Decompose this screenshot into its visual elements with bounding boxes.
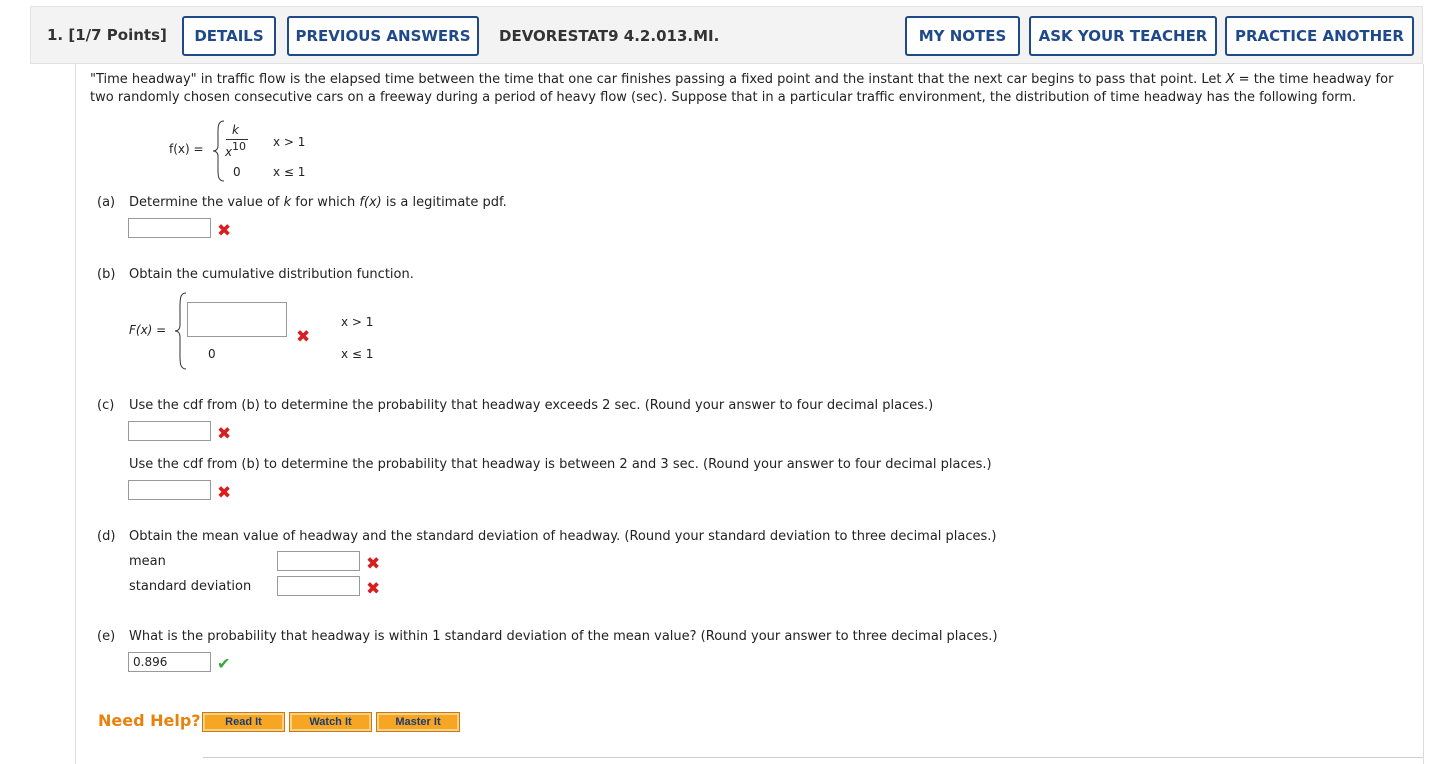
previous-answers-button[interactable]: PREVIOUS ANSWERS	[287, 16, 479, 56]
read-it-button[interactable]: Read It	[202, 712, 285, 732]
mean-input[interactable]	[277, 551, 360, 571]
part-d-question: Obtain the mean value of headway and the standard deviation of headway. (Round your standard deviation to three decimal places.)	[129, 529, 997, 544]
part-e-question: What is the probability that headway is within 1 standard deviation of the mean value? (Round your answer to three decimal places.)	[129, 629, 998, 644]
details-button[interactable]: DETAILS	[182, 16, 276, 56]
part-c-answer-1-input[interactable]	[128, 421, 211, 441]
pdf-lhs: f(x) =	[169, 142, 204, 156]
cdf-zero: 0	[208, 347, 216, 361]
pdf-brace	[212, 120, 226, 182]
part-a-question: Determine the value of k for which f(x) is a legitimate pdf.	[129, 195, 507, 210]
incorrect-icon: ✖	[366, 579, 381, 599]
mean-label: mean	[129, 554, 166, 569]
part-b-question: Obtain the cumulative distribution function.	[129, 267, 414, 282]
question-id: DEVORESTAT9 4.2.013.MI.	[499, 27, 720, 45]
part-b-label: (b)	[97, 267, 116, 282]
watch-it-button[interactable]: Watch It	[289, 712, 372, 732]
cdf-condition-le: x ≤ 1	[341, 347, 374, 361]
incorrect-icon: ✖	[217, 221, 232, 241]
question-number: 1. [1/7 Points]	[47, 26, 167, 44]
part-a-answer-input[interactable]	[128, 218, 211, 238]
incorrect-icon: ✖	[217, 424, 232, 444]
cdf-lhs: F(x) =	[129, 323, 167, 337]
standard-deviation-label: standard deviation	[129, 579, 252, 594]
need-help-label: Need Help?	[98, 711, 201, 730]
cdf-brace	[174, 292, 188, 370]
pdf-denominator-exponent: 10	[232, 140, 246, 153]
practice-another-button[interactable]: PRACTICE ANOTHER	[1225, 16, 1414, 56]
part-c-label: (c)	[97, 398, 115, 413]
question-header	[30, 6, 1423, 64]
correct-check-icon: ✔	[217, 654, 231, 673]
part-b-cdf-input[interactable]	[187, 302, 287, 337]
incorrect-icon: ✖	[366, 554, 381, 574]
pdf-condition-gt: x > 1	[273, 135, 306, 149]
part-d-label: (d)	[97, 529, 116, 544]
part-a-label: (a)	[97, 195, 116, 210]
pdf-numerator: k	[232, 123, 239, 137]
ask-teacher-button[interactable]: ASK YOUR TEACHER	[1029, 16, 1217, 56]
part-c-answer-2-input[interactable]	[128, 480, 211, 500]
part-c-question-2: Use the cdf from (b) to determine the probability that headway is between 2 and 3 sec. (Round your answer to four decimal places.)	[129, 457, 992, 472]
incorrect-icon: ✖	[217, 483, 232, 503]
standard-deviation-input[interactable]	[277, 576, 360, 596]
part-e-label: (e)	[97, 629, 116, 644]
my-notes-button[interactable]: MY NOTES	[905, 16, 1020, 56]
question-intro: "Time headway" in traffic flow is the elapsed time between the time that one car finishes passing a fixed point and the instant that the next car begins to pass that point. Let X = the time headway for two randomly chosen consecutive cars on a freeway during a period of heavy flow (sec). Suppose that in a particular traffic environment, the distribution of time headway has the following form.	[90, 72, 1394, 105]
master-it-button[interactable]: Master It	[376, 712, 460, 732]
divider	[203, 757, 1423, 758]
part-c-question-1: Use the cdf from (b) to determine the probability that headway exceeds 2 sec. (Round your answer to four decimal places.)	[129, 398, 934, 413]
cdf-condition-gt: x > 1	[341, 315, 374, 329]
pdf-condition-le: x ≤ 1	[273, 165, 306, 179]
incorrect-icon: ✖	[296, 327, 311, 347]
points-label: [1/7 Points]	[68, 26, 167, 44]
part-e-answer-input[interactable]	[128, 652, 211, 672]
pdf-zero: 0	[233, 165, 241, 179]
pdf-denominator-base: x	[225, 145, 233, 159]
